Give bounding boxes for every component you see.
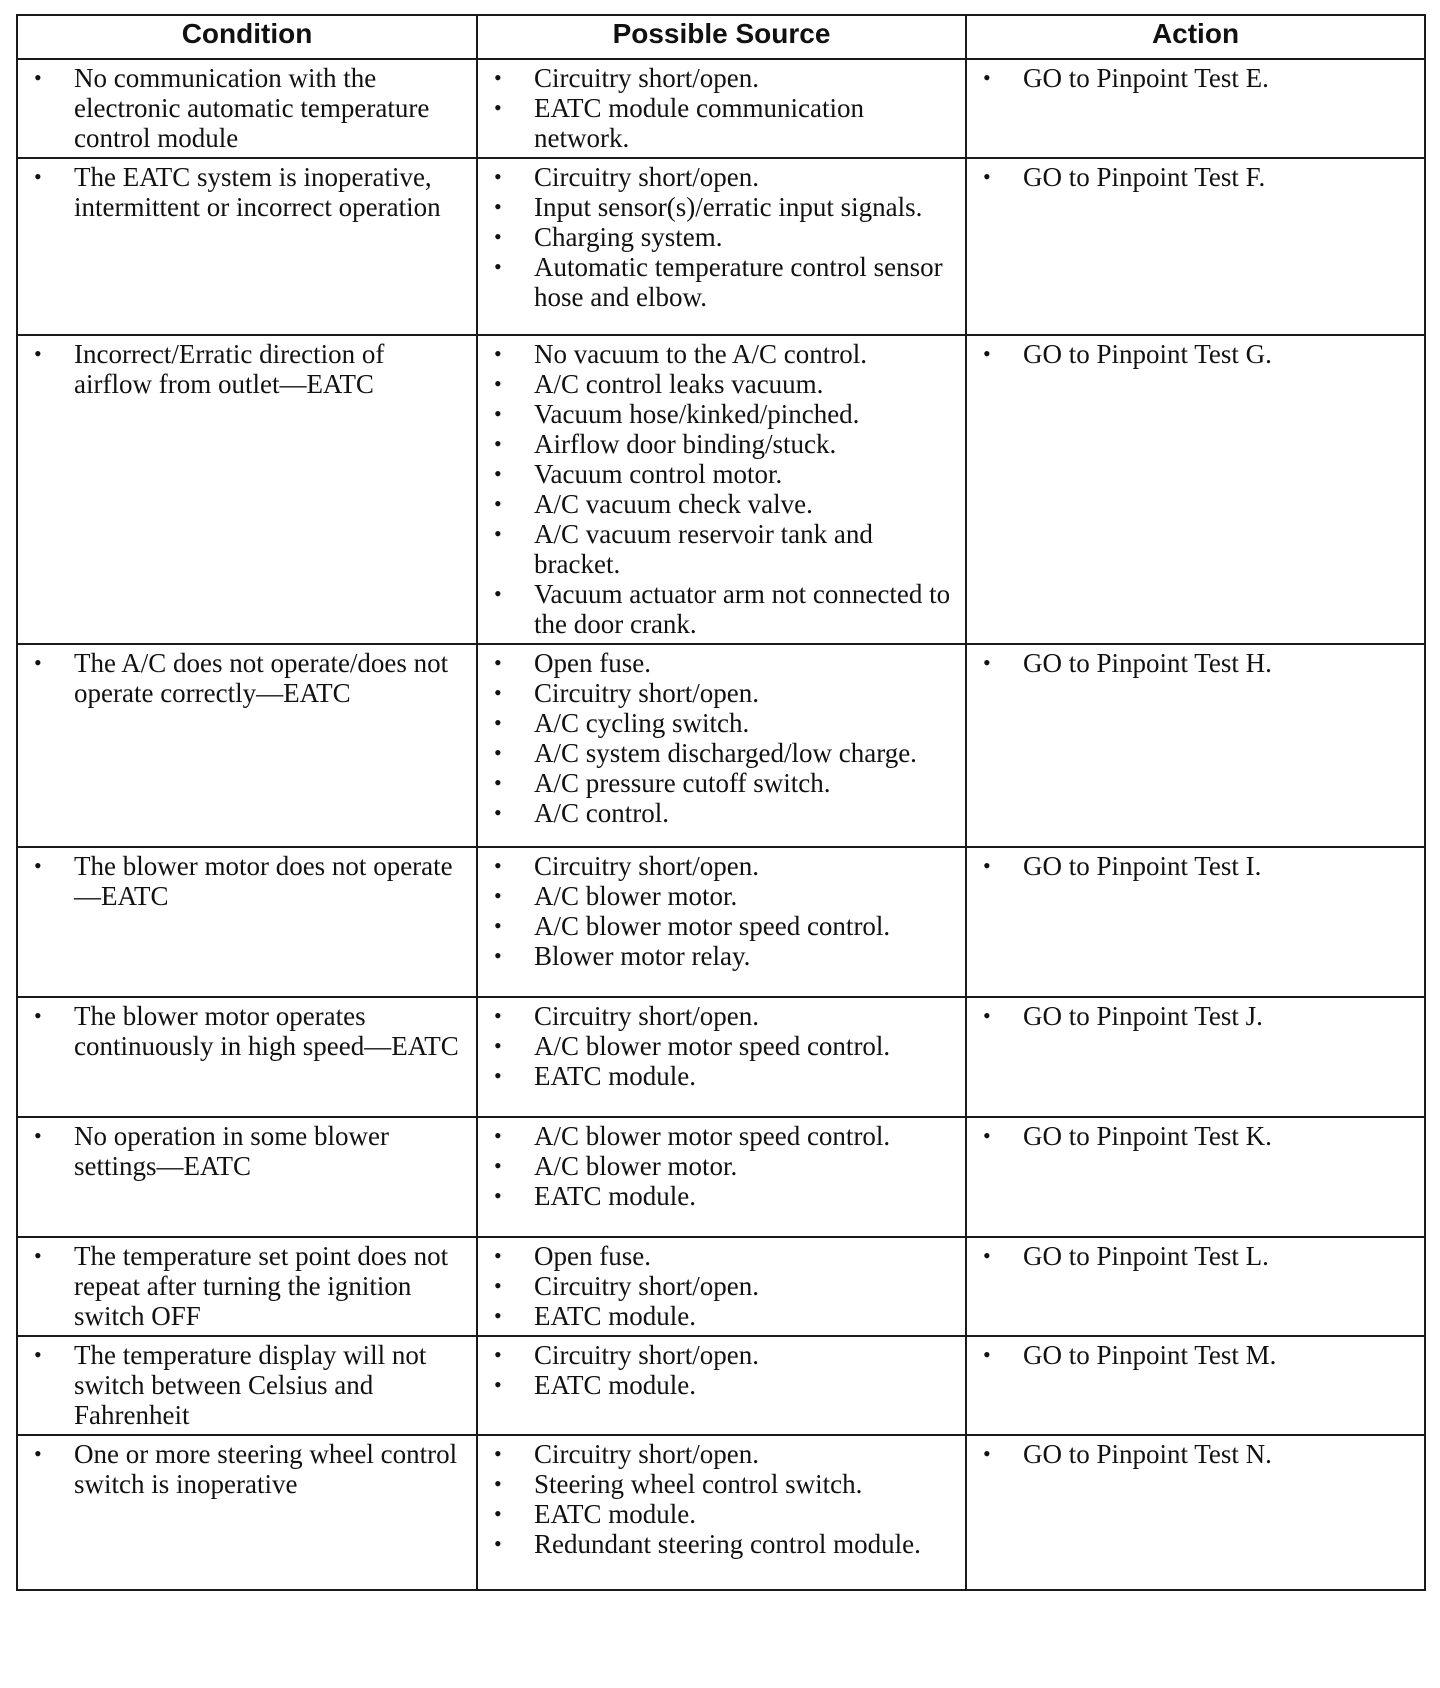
possible-source-item: • Circuitry short/open. bbox=[488, 1439, 955, 1469]
action-item: • GO to Pinpoint Test N. bbox=[977, 1439, 1414, 1469]
condition-item: • The blower motor operates continuously in high speed—EATC bbox=[28, 1001, 466, 1061]
condition-item: • One or more steering wheel control switch is inoperative bbox=[28, 1439, 466, 1499]
possible-source-cell-list bbox=[488, 339, 955, 639]
possible-source-item: • Blower motor relay. bbox=[488, 941, 955, 971]
table-row bbox=[17, 59, 1425, 158]
possible-source-item: • Charging system. bbox=[488, 222, 955, 252]
action-item: • GO to Pinpoint Test M. bbox=[977, 1340, 1414, 1370]
possible-source-cell bbox=[477, 1336, 966, 1435]
possible-source-cell-list bbox=[488, 1241, 955, 1331]
possible-source-cell-list bbox=[488, 162, 955, 312]
table-row bbox=[17, 1435, 1425, 1590]
possible-source-cell bbox=[477, 1237, 966, 1336]
action-item: • GO to Pinpoint Test H. bbox=[977, 648, 1414, 678]
condition-item: • No communication with the electronic automatic temperature control module bbox=[28, 63, 466, 153]
condition-cell bbox=[17, 59, 477, 158]
action-cell-list bbox=[977, 1001, 1414, 1031]
action-cell bbox=[966, 1117, 1425, 1237]
action-cell-list bbox=[977, 63, 1414, 93]
possible-source-cell-list bbox=[488, 1340, 955, 1400]
possible-source-item: • EATC module. bbox=[488, 1181, 955, 1211]
action-cell bbox=[966, 997, 1425, 1117]
possible-source-item: • A/C cycling switch. bbox=[488, 708, 955, 738]
action-item: • GO to Pinpoint Test I. bbox=[977, 851, 1414, 881]
condition-cell-list bbox=[28, 339, 466, 399]
action-cell-list bbox=[977, 1439, 1414, 1469]
condition-cell bbox=[17, 644, 477, 847]
possible-source-item: • A/C blower motor speed control. bbox=[488, 911, 955, 941]
condition-item: • The EATC system is inoperative, intermittent or incorrect operation bbox=[28, 162, 466, 222]
header-action: Action bbox=[966, 15, 1425, 59]
condition-cell-list bbox=[28, 1439, 466, 1499]
possible-source-item: • A/C vacuum reservoir tank and bracket. bbox=[488, 519, 955, 579]
possible-source-item: • Redundant steering control module. bbox=[488, 1529, 955, 1559]
possible-source-item: • Automatic temperature control sensor hose and elbow. bbox=[488, 252, 955, 312]
possible-source-item: • A/C blower motor. bbox=[488, 881, 955, 911]
possible-source-item: • Circuitry short/open. bbox=[488, 851, 955, 881]
possible-source-item: • A/C blower motor speed control. bbox=[488, 1031, 955, 1061]
possible-source-item: • A/C blower motor. bbox=[488, 1151, 955, 1181]
condition-item: • The temperature set point does not repeat after turning the ignition switch OFF bbox=[28, 1241, 466, 1331]
possible-source-item: • Circuitry short/open. bbox=[488, 63, 955, 93]
action-cell-list bbox=[977, 1241, 1414, 1271]
action-cell bbox=[966, 1435, 1425, 1590]
possible-source-item: • EATC module. bbox=[488, 1370, 955, 1400]
condition-item: • No operation in some blower settings—EATC bbox=[28, 1121, 466, 1181]
diagnosis-table bbox=[16, 14, 1426, 1591]
condition-item: • The blower motor does not operate—EATC bbox=[28, 851, 466, 911]
condition-cell bbox=[17, 335, 477, 644]
condition-cell-list bbox=[28, 1001, 466, 1061]
possible-source-cell bbox=[477, 335, 966, 644]
table-row bbox=[17, 847, 1425, 997]
possible-source-item: • A/C control leaks vacuum. bbox=[488, 369, 955, 399]
table-row bbox=[17, 335, 1425, 644]
possible-source-item: • Steering wheel control switch. bbox=[488, 1469, 955, 1499]
possible-source-cell-list bbox=[488, 1121, 955, 1211]
action-cell bbox=[966, 847, 1425, 997]
condition-item: • The temperature display will not switch between Celsius and Fahrenheit bbox=[28, 1340, 466, 1430]
possible-source-item: • A/C vacuum check valve. bbox=[488, 489, 955, 519]
action-item: • GO to Pinpoint Test K. bbox=[977, 1121, 1414, 1151]
possible-source-item: • Airflow door binding/stuck. bbox=[488, 429, 955, 459]
possible-source-cell-list bbox=[488, 1439, 955, 1559]
possible-source-item: • EATC module communication network. bbox=[488, 93, 955, 153]
table-body bbox=[17, 59, 1425, 1590]
header-row bbox=[17, 15, 1425, 59]
condition-cell bbox=[17, 1435, 477, 1590]
condition-cell bbox=[17, 997, 477, 1117]
action-item: • GO to Pinpoint Test F. bbox=[977, 162, 1414, 192]
action-cell bbox=[966, 59, 1425, 158]
possible-source-item: • No vacuum to the A/C control. bbox=[488, 339, 955, 369]
possible-source-item: • Vacuum control motor. bbox=[488, 459, 955, 489]
possible-source-item: • A/C system discharged/low charge. bbox=[488, 738, 955, 768]
possible-source-item: • Circuitry short/open. bbox=[488, 1340, 955, 1370]
possible-source-cell bbox=[477, 59, 966, 158]
possible-source-item: • Vacuum hose/kinked/pinched. bbox=[488, 399, 955, 429]
action-cell-list bbox=[977, 648, 1414, 678]
condition-cell-list bbox=[28, 851, 466, 911]
condition-cell bbox=[17, 158, 477, 335]
possible-source-item: • Open fuse. bbox=[488, 648, 955, 678]
condition-cell bbox=[17, 1117, 477, 1237]
action-item: • GO to Pinpoint Test J. bbox=[977, 1001, 1414, 1031]
possible-source-item: • EATC module. bbox=[488, 1499, 955, 1529]
possible-source-item: • Circuitry short/open. bbox=[488, 162, 955, 192]
possible-source-item: • Circuitry short/open. bbox=[488, 1271, 955, 1301]
action-cell bbox=[966, 1336, 1425, 1435]
possible-source-item: • EATC module. bbox=[488, 1061, 955, 1091]
table-row bbox=[17, 1237, 1425, 1336]
header-possible-source: Possible Source bbox=[477, 15, 966, 59]
possible-source-cell bbox=[477, 1117, 966, 1237]
possible-source-item: • Vacuum actuator arm not connected to the door crank. bbox=[488, 579, 955, 639]
possible-source-cell-list bbox=[488, 1001, 955, 1091]
action-cell-list bbox=[977, 162, 1414, 192]
possible-source-cell bbox=[477, 1435, 966, 1590]
table-row bbox=[17, 644, 1425, 847]
action-cell-list bbox=[977, 339, 1414, 369]
possible-source-cell-list bbox=[488, 63, 955, 153]
table-row bbox=[17, 1117, 1425, 1237]
action-cell bbox=[966, 335, 1425, 644]
condition-cell bbox=[17, 1336, 477, 1435]
possible-source-item: • Circuitry short/open. bbox=[488, 1001, 955, 1031]
possible-source-cell-list bbox=[488, 648, 955, 828]
action-cell bbox=[966, 644, 1425, 847]
condition-item: • The A/C does not operate/does not operate correctly—EATC bbox=[28, 648, 466, 708]
action-cell-list bbox=[977, 1121, 1414, 1151]
condition-cell-list bbox=[28, 648, 466, 708]
action-cell bbox=[966, 158, 1425, 335]
header-condition: Condition bbox=[17, 15, 477, 59]
possible-source-cell bbox=[477, 158, 966, 335]
action-cell-list bbox=[977, 851, 1414, 881]
possible-source-item: • EATC module. bbox=[488, 1301, 955, 1331]
table-row bbox=[17, 158, 1425, 335]
condition-cell-list bbox=[28, 63, 466, 153]
condition-cell bbox=[17, 847, 477, 997]
action-cell-list bbox=[977, 1340, 1414, 1370]
condition-cell-list bbox=[28, 1121, 466, 1181]
possible-source-item: • A/C pressure cutoff switch. bbox=[488, 768, 955, 798]
possible-source-item: • Circuitry short/open. bbox=[488, 678, 955, 708]
possible-source-cell bbox=[477, 847, 966, 997]
action-cell bbox=[966, 1237, 1425, 1336]
possible-source-item: • Input sensor(s)/erratic input signals. bbox=[488, 192, 955, 222]
condition-cell bbox=[17, 1237, 477, 1336]
action-item: • GO to Pinpoint Test E. bbox=[977, 63, 1414, 93]
table-row bbox=[17, 997, 1425, 1117]
condition-item: • Incorrect/Erratic direction of airflow from outlet—EATC bbox=[28, 339, 466, 399]
condition-cell-list bbox=[28, 1340, 466, 1430]
possible-source-item: • A/C control. bbox=[488, 798, 955, 828]
action-item: • GO to Pinpoint Test G. bbox=[977, 339, 1414, 369]
condition-cell-list bbox=[28, 162, 466, 222]
possible-source-item: • Open fuse. bbox=[488, 1241, 955, 1271]
possible-source-cell-list bbox=[488, 851, 955, 971]
possible-source-cell bbox=[477, 644, 966, 847]
condition-cell-list bbox=[28, 1241, 466, 1331]
possible-source-item: • A/C blower motor speed control. bbox=[488, 1121, 955, 1151]
action-item: • GO to Pinpoint Test L. bbox=[977, 1241, 1414, 1271]
table-row bbox=[17, 1336, 1425, 1435]
possible-source-cell bbox=[477, 997, 966, 1117]
